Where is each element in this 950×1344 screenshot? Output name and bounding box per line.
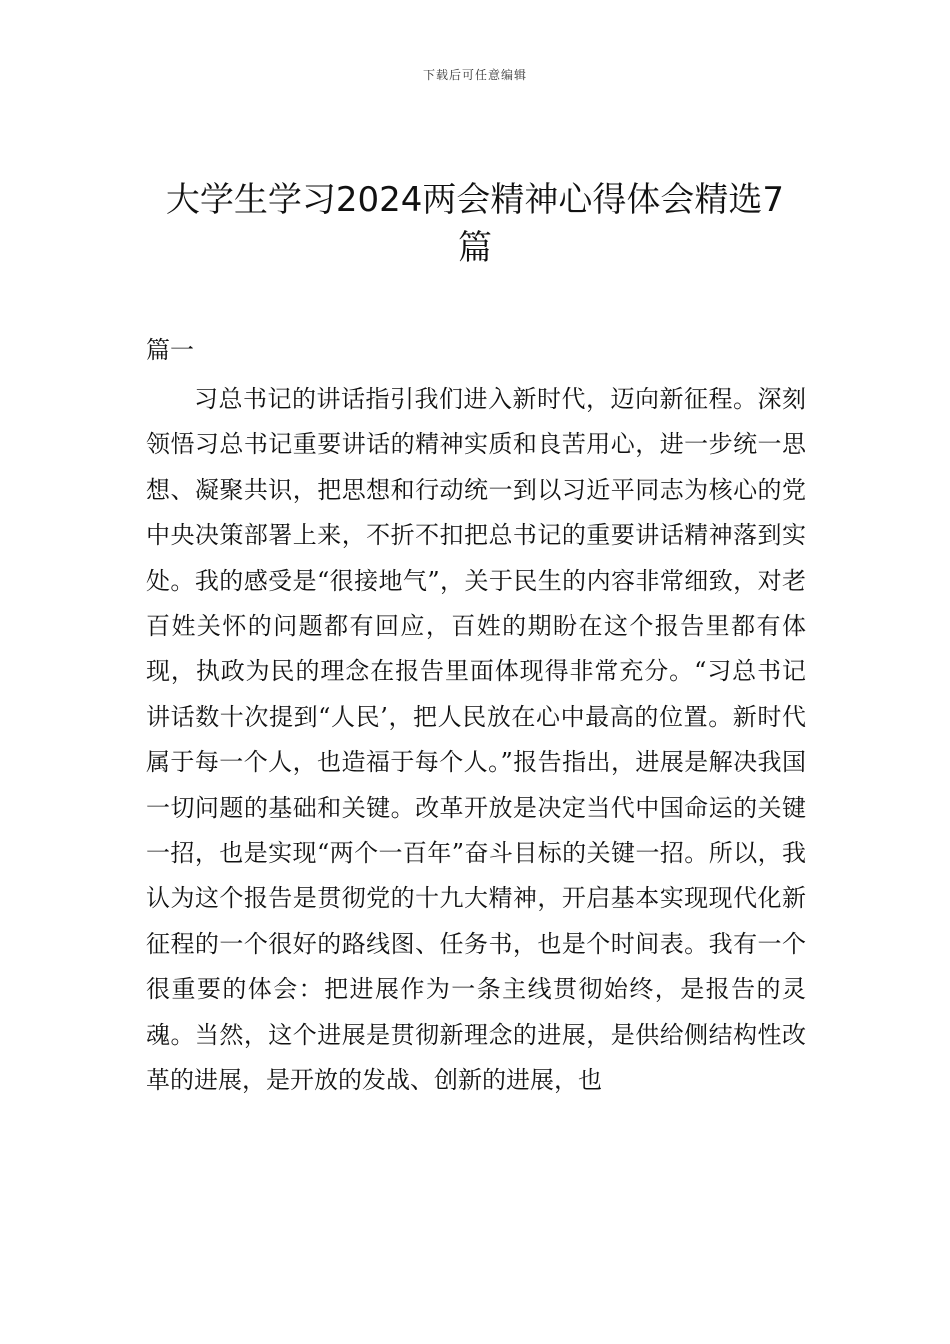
section-label: 篇一 [146,336,194,364]
header-note: 下载后可任意编辑 [422,68,527,82]
body-paragraph: 习总书记的讲话指引我们进入新时代，迈向新征程。深刻领悟习总书记重要讲话的精神实质和良苦用心，进一步统一思想、凝聚共识，把思想和行动统一到以习近平同志为核心的党中央决策部署上来，不折不扣把总书记的重要讲话精神落到实处。我的感受是“很接地气”，关于民生的内容非常细致，对老百姓关怀的问题都有回应，百姓的期盼在这个报告里都有体现，执政为民的理念在报告里面体现得非常充分。“习总书记讲话数十次提到“人民’，把人民放在心中最高的位置。新时代属于每一个人，也造福于每个人。”报告指出，进展是解决我国一切问题的基础和关键。改革开放是决定当代中国命运的关键一招，也是实现“两个一百年”奋斗目标的关键一招。所以，我认为这个报告是贯彻党的十九大精神，开启基本实现现代化新征程的一个很好的路线图、任务书，也是个时间表。我有一个很重要的体会：把进展作为一条主线贯彻始终，是报告的灵魂。当然，这个进展是贯彻新理念的进展，是供给侧结构性改革的进展，是开放的发战、创新的进展，也 [146,385,806,1095]
document-title: 大学生学习2024两会精神心得体会精选7篇 [165,180,785,268]
